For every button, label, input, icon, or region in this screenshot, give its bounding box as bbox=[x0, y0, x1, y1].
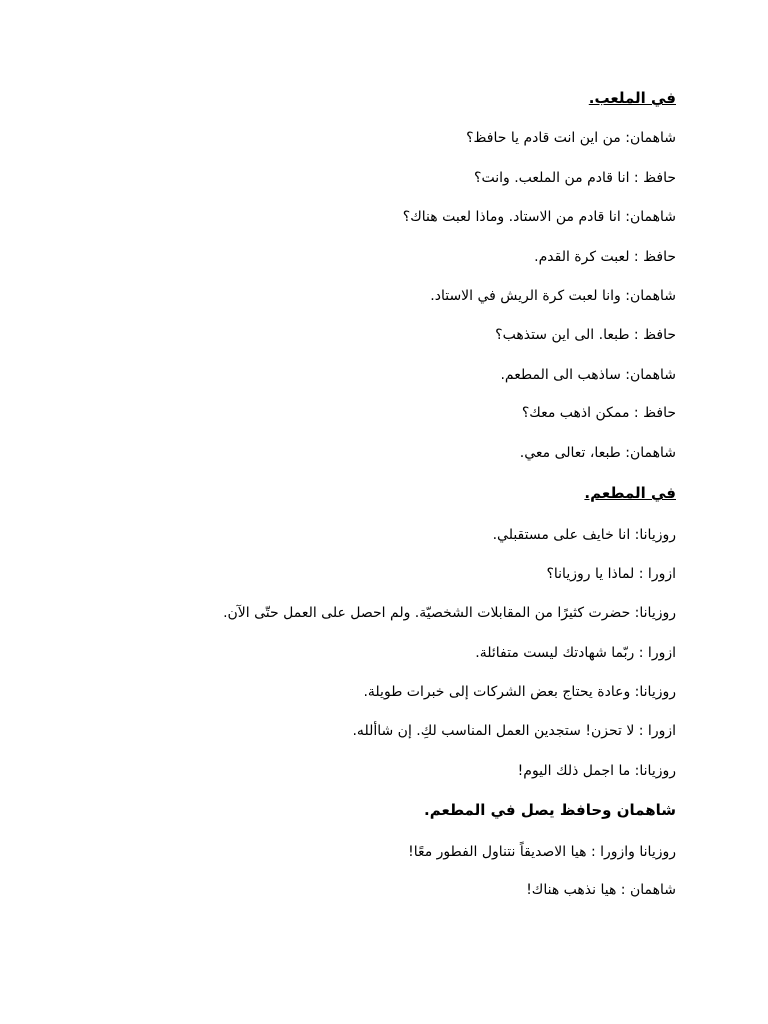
dialogue-line: روزيانا: وعادة يحتاج بعض الشركات إلى خبرات طويلة. bbox=[363, 684, 676, 700]
section-heading-stadium: في الملعب. bbox=[588, 89, 676, 107]
section-heading-arrival: شاهمان وحافظ يصل في المطعم. bbox=[424, 801, 676, 819]
dialogue-line: روزيانا: ما اجمل ذلك اليوم! bbox=[517, 763, 676, 779]
dialogue-line: حافظ : ممكن اذهب معك؟ bbox=[521, 405, 676, 421]
dialogue-line: حافظ : طبعا. الى اين ستذهب؟ bbox=[495, 327, 676, 343]
dialogue-line: شاهمان: انا قادم من الاستاد. وماذا لعبت هناك؟ bbox=[402, 209, 676, 225]
dialogue-line: ازورا : ربّما شهادتك ليست متفائلة. bbox=[475, 645, 676, 661]
dialogue-line: حافظ : انا قادم من الملعب. وانت؟ bbox=[474, 170, 676, 186]
dialogue-line: روزيانا: حضرت كثيرًا من المقابلات الشخصيّة. ولم احصل على العمل حتّى الآن. bbox=[223, 605, 676, 621]
dialogue-line: شاهمان: وانا لعبت كرة الريش في الاستاد. bbox=[430, 288, 676, 304]
dialogue-line: ازورا : لماذا يا روزيانا؟ bbox=[546, 566, 676, 582]
dialogue-line: شاهمان : هيا نذهب هناك! bbox=[526, 882, 676, 898]
dialogue-line: شاهمان: ساذهب الى المطعم. bbox=[500, 367, 676, 383]
dialogue-line: روزيانا: انا خايف على مستقبلي. bbox=[492, 527, 676, 543]
dialogue-line: شاهمان: من اين انت قادم يا حافظ؟ bbox=[466, 130, 676, 146]
dialogue-line: شاهمان: طبعا، تعالى معي. bbox=[519, 445, 676, 461]
dialogue-line: روزيانا وازورا : هيا الاصديقاً نتناول الفطور معًا! bbox=[408, 844, 676, 860]
section-heading-restaurant: في المطعم. bbox=[584, 484, 676, 502]
dialogue-line: ازورا : لا تحزن! ستجدين العمل المناسب لكِ. إن شاألله. bbox=[352, 723, 676, 739]
dialogue-line: حافظ : لعبت كرة القدم. bbox=[534, 249, 676, 265]
